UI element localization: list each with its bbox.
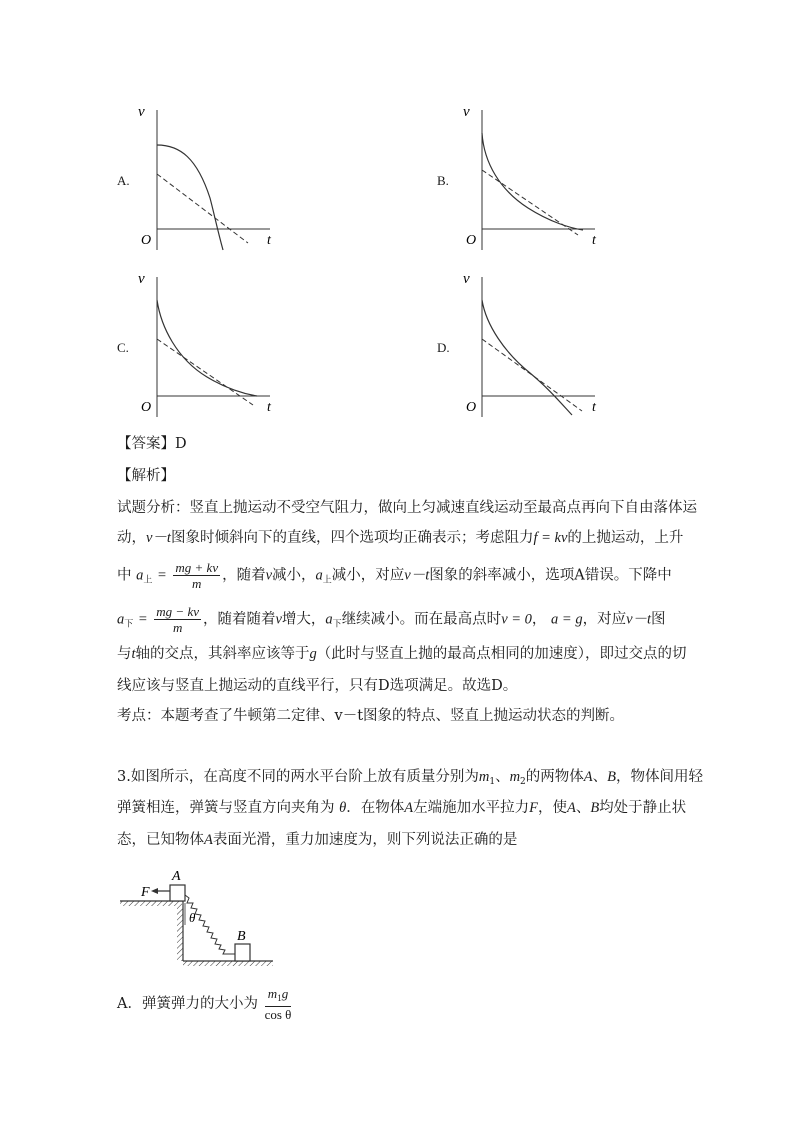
curve <box>157 300 257 396</box>
text: 动， <box>117 530 146 546</box>
text: 与 <box>117 646 132 662</box>
text: 3.如图所示，在高度不同的两水平台阶上放有质量分别为 <box>117 769 479 785</box>
answer-value: D <box>175 436 187 452</box>
q3-line-1 <box>117 767 703 792</box>
vt-symbol: v－t <box>404 567 430 584</box>
curve <box>482 133 583 230</box>
option-a-label: A. <box>117 173 130 188</box>
text: ，随着 <box>222 567 266 584</box>
q3-line-2 <box>117 798 686 818</box>
subscript: 2 <box>520 777 526 787</box>
analysis-line-3 <box>117 560 672 591</box>
origin-label: O <box>466 400 477 415</box>
vt-symbol: v－t <box>146 530 171 546</box>
text: 、 <box>495 769 510 785</box>
a-label: A <box>583 769 593 785</box>
a-symbol: a <box>117 611 125 628</box>
lower-ground-hatch <box>183 961 273 966</box>
text: 增大， <box>281 611 326 628</box>
numerator: mg − kv <box>156 604 199 619</box>
force-arrowhead <box>151 888 158 894</box>
block-b-label: B <box>237 929 246 944</box>
subscript: 下 <box>332 619 342 630</box>
v-axis-label: v <box>138 104 145 120</box>
q3-option-a <box>117 986 293 1022</box>
m-symbol: m <box>509 769 521 785</box>
force-label: F <box>141 885 150 900</box>
subscript: 上 <box>322 575 332 586</box>
option-d-label: D. <box>437 340 450 355</box>
numerator: mg + kv <box>175 560 219 575</box>
theta-symbol: θ <box>339 800 347 816</box>
text: 表面光滑，重力加速度为 <box>212 832 373 848</box>
block-a <box>170 885 185 901</box>
g-symbol: g <box>309 646 317 662</box>
option-b-label: B. <box>437 173 449 188</box>
kaodian-line: 考点：本题考查了牛顿第二定律、v－t图象的特点、竖直上抛运动状态的判断。 <box>117 708 625 724</box>
text: 的上抛运动，上升 <box>567 530 684 546</box>
v-axis-label: v <box>138 271 145 287</box>
v-axis-label: v <box>463 104 470 120</box>
text: 、 <box>592 769 608 785</box>
numerator <box>265 986 292 1007</box>
t-axis-label: t <box>267 233 271 248</box>
denominator: m <box>172 620 183 635</box>
m-symbol: m <box>478 769 490 785</box>
origin-label: O <box>141 233 152 248</box>
denominator: cos θ <box>264 1007 292 1022</box>
text: 轴的交点，其斜率应该等于 <box>135 646 310 662</box>
t-axis-label: t <box>592 233 596 248</box>
text: 态，已知物体 <box>117 832 204 848</box>
text: 、 <box>575 800 591 816</box>
v-axis-label: v <box>463 271 470 287</box>
theta-label: θ <box>189 910 196 925</box>
text: 图象的斜率减小，选项A错误。下降中 <box>429 567 672 584</box>
text: 均处于静止状 <box>599 800 687 816</box>
v-symbol: v <box>265 567 273 584</box>
subscript: 下 <box>124 619 134 630</box>
text: 减小，对应 <box>331 567 405 584</box>
origin-label: O <box>466 233 477 248</box>
text: ．在物体 <box>346 800 405 816</box>
text: 中 <box>117 567 132 584</box>
text: 减小， <box>272 567 316 584</box>
v-zero: v = 0 <box>501 611 532 628</box>
denominator: m <box>192 576 202 591</box>
curve <box>157 145 223 250</box>
m-symbol: m <box>267 986 278 1001</box>
a-symbol: a <box>315 567 323 584</box>
analysis-line-4: $a_下$ = $\frac{mg - kv}{m}$ ，随着随着v增大，$a_下$继续减小。而在最高点时v = 0， a = g，对应v－t图 <box>117 604 666 635</box>
t-symbol: t <box>131 646 136 662</box>
text: 的两物体 <box>525 769 584 785</box>
f-label: F <box>529 800 538 816</box>
text: ，物体间用轻 <box>616 769 703 785</box>
equals: = <box>137 611 148 628</box>
text: ，对应 <box>582 611 627 628</box>
option-c-label: C. <box>117 340 129 355</box>
drag-formula: f = kv <box>533 530 568 546</box>
text: 弹簧相连，弹簧与竖直方向夹角为 <box>117 800 335 816</box>
b-label: B <box>590 800 600 816</box>
curve <box>482 300 572 415</box>
v-symbol: v <box>275 611 282 628</box>
wall-hatch <box>177 906 183 961</box>
text: 左端施加水平拉力 <box>413 800 530 816</box>
a-equals-g: a = g <box>551 611 583 628</box>
spring-blocks-figure <box>115 863 285 968</box>
analysis-heading: 【解析】 <box>117 468 175 484</box>
t-axis-label: t <box>592 400 596 415</box>
text: （此时与竖直上抛的最高点相同的加速度），即过交点的切 <box>316 646 687 662</box>
text: 图象时倾斜向下的直线，四个选项均正确表示；考虑阻力 <box>170 530 534 546</box>
subscript: 1 <box>277 993 282 1003</box>
origin-label: O <box>141 400 152 415</box>
g-symbol: g <box>281 986 289 1001</box>
upper-ground-hatch <box>120 901 182 906</box>
graph-a <box>135 98 285 253</box>
text: ，则下列说法正确的是 <box>372 832 518 848</box>
analysis-line-5 <box>117 644 687 664</box>
analysis-line-6: 线应该与竖直上抛运动的直线平行，只有D选项满足。故选D。 <box>117 678 518 694</box>
down-accel-fraction <box>154 604 201 635</box>
subscript: 1 <box>489 777 496 787</box>
a-label: A <box>204 832 213 848</box>
answer-line <box>117 434 187 454</box>
subscript: 上 <box>143 575 153 586</box>
graph-c <box>135 265 285 420</box>
answer-heading: 【答案】 <box>117 436 175 452</box>
t-axis-label: t <box>267 400 271 415</box>
a-label: A <box>404 800 414 816</box>
text: ，使 <box>537 800 567 816</box>
block-a-label: A <box>172 869 181 884</box>
up-accel-fraction <box>173 560 220 591</box>
dashed-line <box>157 174 248 243</box>
dashed-line <box>157 339 253 405</box>
a-symbol: a <box>136 567 144 584</box>
block-b <box>235 944 250 961</box>
spring-force-fraction <box>265 986 292 1022</box>
analysis-line-1: 试题分析：竖直上抛运动不受空气阻力，做向上匀减速直线运动至最高点再向下自由落体运 <box>117 500 697 516</box>
text: 图 <box>651 611 666 628</box>
a-label: A <box>566 800 576 816</box>
vt-symbol: v－t <box>626 611 652 628</box>
graph-d <box>460 265 610 420</box>
graph-b <box>460 98 610 253</box>
text: ，随着随着 <box>202 611 276 628</box>
a-symbol: a <box>325 611 333 628</box>
option-a-text: A．弹簧弹力的大小为 <box>117 996 258 1012</box>
b-label: B <box>607 769 616 785</box>
dashed-line <box>482 170 578 235</box>
text: 继续减小。而在最高点时 <box>341 611 502 628</box>
q3-line-3 <box>117 830 517 850</box>
equals: = <box>156 567 167 584</box>
analysis-line-2 <box>117 528 683 548</box>
